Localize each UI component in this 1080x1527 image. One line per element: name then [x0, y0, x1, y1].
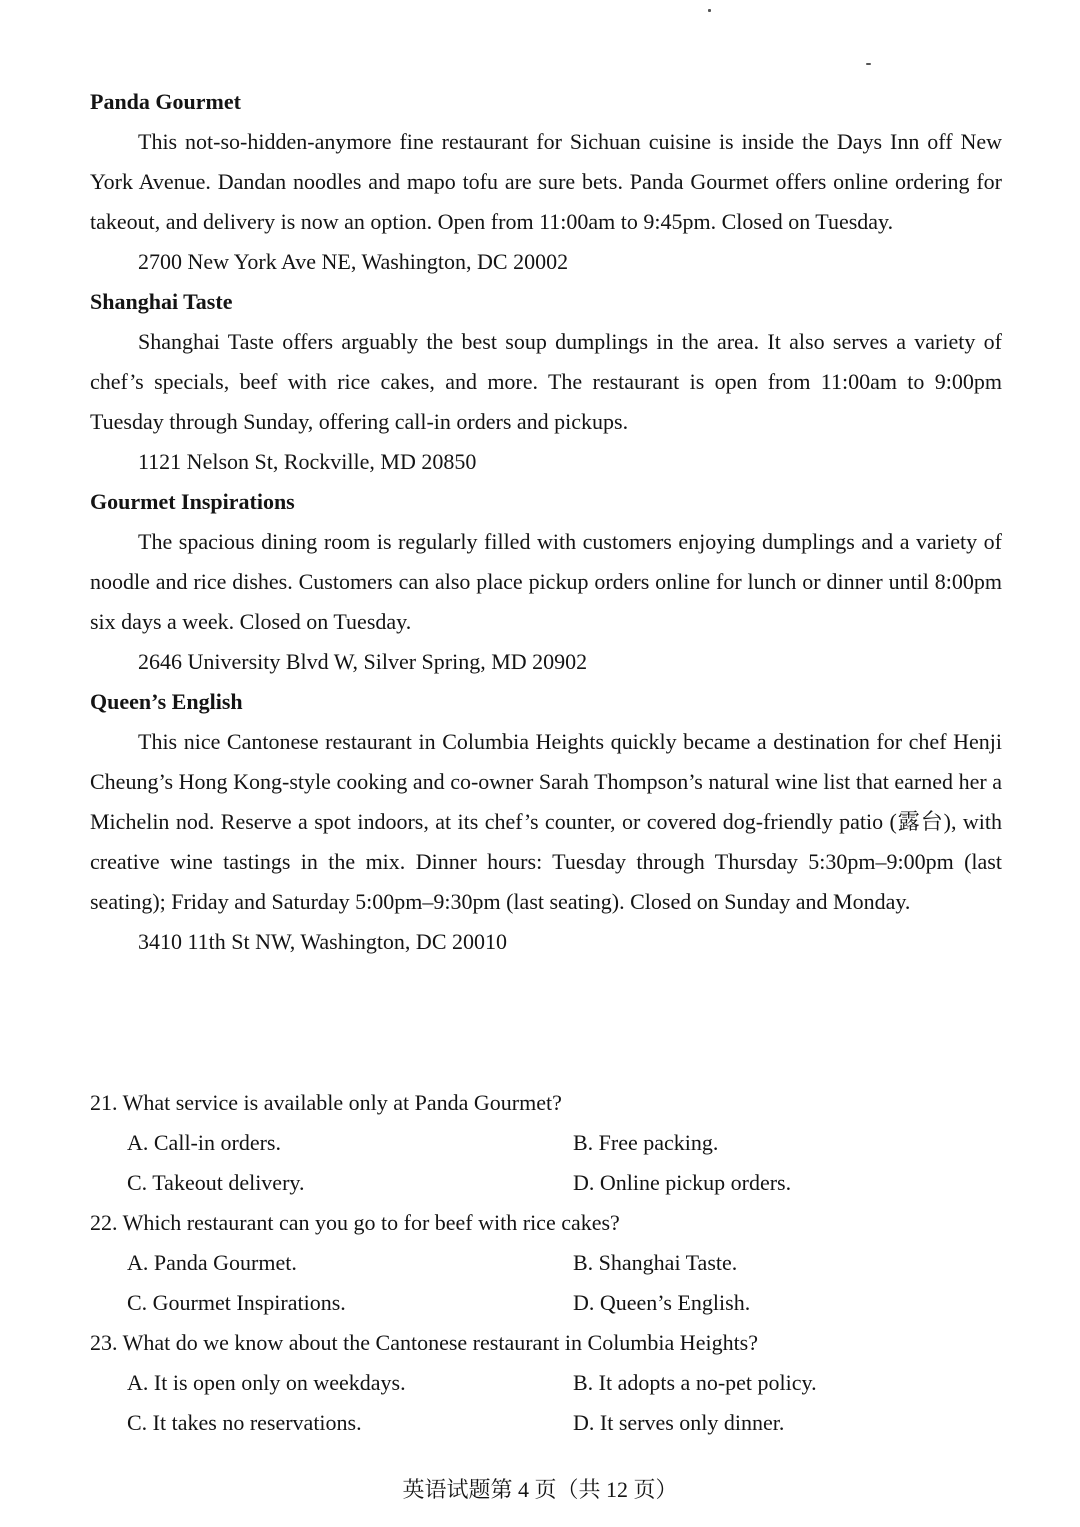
- restaurant-name: Panda Gourmet: [90, 89, 241, 114]
- restaurant-shanghai-taste: [90, 282, 1002, 482]
- option-d: D. Queen’s English.: [573, 1290, 751, 1315]
- restaurant-description: The spacious dining room is regularly filled with customers enjoying dumplings and a variety of noodle and rice dishes. Customers can also place pickup orders online for lunch or dinner until 8:00pm six days a week. Closed on Tuesday.: [90, 529, 1002, 634]
- option-b: B. Free packing.: [573, 1130, 719, 1155]
- question-22: [90, 1203, 1002, 1323]
- option-d: D. It serves only dinner.: [573, 1410, 785, 1435]
- option-grid: [90, 1243, 1002, 1323]
- restaurant-description: This not-so-hidden-anymore fine restaurant for Sichuan cuisine is inside the Days Inn off New York Avenue. Dandan noodles and mapo tofu are sure bets. Panda Gourmet offers online ordering for takeout, and delivery is now an option. Open from 11:00am to 9:45pm. Closed on Tuesday.: [90, 129, 1002, 234]
- restaurant-description: Shanghai Taste offers arguably the best soup dumplings in the area. It also serves a variety of chef’s specials, beef with rice cakes, and more. The restaurant is open from 11:00am to 9:00pm Tuesday through Sunday, offering call-in orders and pickups.: [90, 329, 1002, 434]
- restaurant-address: 1121 Nelson St, Rockville, MD 20850: [138, 449, 477, 474]
- option-b: B. Shanghai Taste.: [573, 1250, 738, 1275]
- option-c: C. Takeout delivery.: [127, 1170, 305, 1195]
- option-c: C. Gourmet Inspirations.: [127, 1290, 346, 1315]
- restaurant-address: 3410 11th St NW, Washington, DC 20010: [138, 929, 507, 954]
- restaurant-address: 2700 New York Ave NE, Washington, DC 20002: [138, 249, 569, 274]
- question-23: [90, 1323, 1002, 1443]
- question-stem: 23. What do we know about the Cantonese restaurant in Columbia Heights?: [90, 1330, 759, 1355]
- restaurant-name: Gourmet Inspirations: [90, 489, 295, 514]
- option-grid: [90, 1363, 1002, 1443]
- option-b: B. It adopts a no-pet policy.: [573, 1370, 817, 1395]
- restaurant-gourmet-inspirations: [90, 482, 1002, 682]
- option-grid: [90, 1123, 1002, 1203]
- page-footer: 英语试题第 4 页（共 12 页）: [402, 1477, 678, 1502]
- question-stem: 22. Which restaurant can you go to for beef with rice cakes?: [90, 1210, 620, 1235]
- restaurant-address: 2646 University Blvd W, Silver Spring, MD 20902: [138, 649, 588, 674]
- option-a: A. It is open only on weekdays.: [127, 1370, 406, 1395]
- option-c: C. It takes no reservations.: [127, 1410, 362, 1435]
- option-a: A. Panda Gourmet.: [127, 1250, 297, 1275]
- question-list: [90, 1083, 1002, 1443]
- restaurant-queens-english: [90, 682, 1002, 962]
- option-d: D. Online pickup orders.: [573, 1170, 792, 1195]
- restaurant-description: This nice Cantonese restaurant in Columbia Heights quickly became a destination for chef Henji Cheung’s Hong Kong-style cooking and co-owner Sarah Thompson’s natural wine list that earned her a Michelin nod. Reserve a spot indoors, at its chef’s counter, or covered dog-friendly patio (露台), with creative wine tastings in the mix. Dinner hours: Tuesday through Thursday 5:30pm–9:00pm (last seating); Friday and Saturday 5:00pm–9:30pm (last seating). Closed on Sunday and Monday.: [90, 729, 1002, 914]
- restaurant-name: Shanghai Taste: [90, 289, 233, 314]
- question-stem: 21. What service is available only at Panda Gourmet?: [90, 1090, 562, 1115]
- scan-speck: [708, 9, 711, 12]
- option-a: A. Call-in orders.: [127, 1130, 281, 1155]
- question-21: [90, 1083, 1002, 1203]
- restaurant-listings: [90, 82, 1002, 962]
- scan-speck: [866, 63, 871, 65]
- restaurant-panda-gourmet: [90, 82, 1002, 282]
- restaurant-name: Queen’s English: [90, 689, 243, 714]
